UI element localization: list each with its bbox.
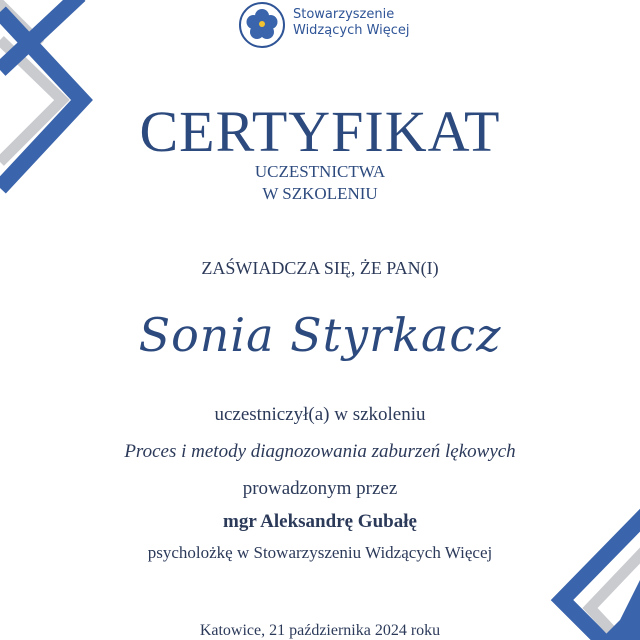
trainer-role: psycholożkę w Stowarzyszeniu Widzących Więcej [147, 543, 493, 562]
logo-text [293, 7, 410, 39]
logo-flower-icon [238, 1, 286, 49]
place-and-date: Katowice, 21 października 2024 roku [199, 622, 441, 639]
logo-line-2: Widzących Więcej [293, 23, 410, 38]
certificate-title: CERTYFIKAT [139, 99, 501, 164]
logo-line-1: Stowarzyszenie [293, 7, 395, 22]
participation-text: uczestniczył(a) w szkoleniu [214, 404, 426, 425]
recipient-name: Sonia Styrkacz [138, 308, 502, 362]
training-title: Proces i metody diagnozowania zaburzeń lękowych [124, 441, 516, 462]
attestation-text: ZAŚWIADCZA SIĘ, ŻE PAN(I) [201, 258, 439, 278]
subtitle-line-1: UCZESTNICTWA [254, 162, 386, 181]
led-by-text: prowadzonym przez [242, 478, 398, 499]
trainer-name: mgr Aleksandrę Gubałę [223, 511, 417, 532]
subtitle-line-2: W SZKOLENIU [262, 184, 378, 203]
